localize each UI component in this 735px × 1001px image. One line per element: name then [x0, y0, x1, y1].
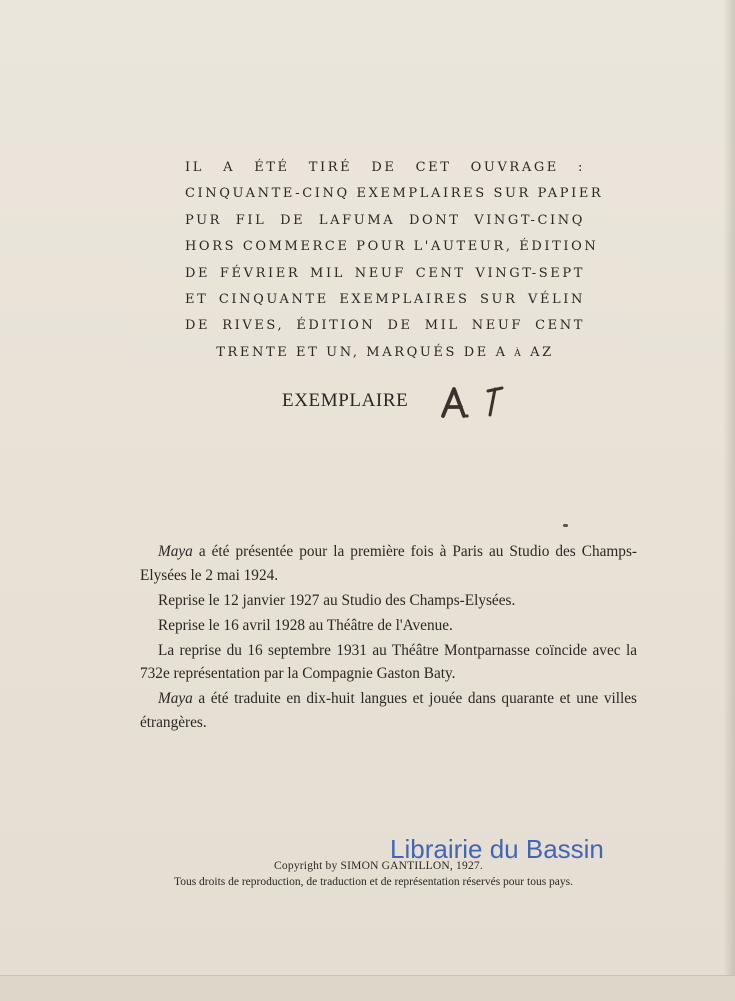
exemplaire-label: EXEMPLAIRE	[282, 390, 409, 411]
page-bottom-edge	[0, 975, 735, 1001]
colophon-line: HORS COMMERCE POUR L'AUTEUR, ÉDITION	[185, 239, 599, 255]
performance-notes	[140, 540, 637, 736]
copyright-line: Copyright by SIMON GANTILLON, 1927.	[274, 860, 483, 872]
colophon-line: CINQUANTE-CINQ EXEMPLAIRES SUR PAPIER	[185, 186, 604, 202]
page-edge-shadow	[723, 0, 735, 1000]
colophon-block	[185, 155, 604, 366]
handwritten-exemplaire-mark	[440, 380, 510, 422]
play-title: Maya	[158, 543, 193, 560]
note-paragraph: La reprise du 16 septembre 1931 au Théâtre Montparnasse coïncide avec la 732e représentation par la Compagnie Gaston Baty.	[140, 641, 637, 682]
note-paragraph: Reprise le 12 janvier 1927 au Studio des Champs-Elysées.	[158, 591, 516, 609]
colophon-line: DE FÉVRIER MIL NEUF CENT VINGT-SEPT	[185, 265, 585, 281]
note-paragraph: Maya a été présentée pour la première fois à Paris au Studio des Champs-Elysées le 2 mai 1924.	[140, 543, 637, 584]
bookseller-watermark: Librairie du Bassin	[390, 834, 604, 864]
colophon-line: ET CINQUANTE EXEMPLAIRES SUR VÉLIN	[185, 291, 585, 307]
note-paragraph: Maya a été traduite en dix-huit langues et jouée dans quarante et une villes étrangères.	[140, 690, 637, 731]
colophon-line: DE RIVES, ÉDITION DE MIL NEUF CENT	[185, 318, 585, 334]
play-title: Maya	[158, 690, 193, 707]
colophon-line: IL A ÉTÉ TIRÉ DE CET OUVRAGE :	[185, 160, 585, 175]
note-paragraph: Reprise le 16 avril 1928 au Théâtre de l'Avenue.	[158, 616, 453, 634]
paper-speck	[563, 524, 568, 527]
colophon-line: TRENTE ET UN, MARQUÉS DE A à AZ	[216, 344, 554, 360]
colophon-line: PUR FIL DE LAFUMA DONT VINGT-CINQ	[185, 212, 585, 228]
rights-line: Tous droits de reproduction, de traduction et de représentation réservés pour tous pays.	[173, 876, 574, 888]
